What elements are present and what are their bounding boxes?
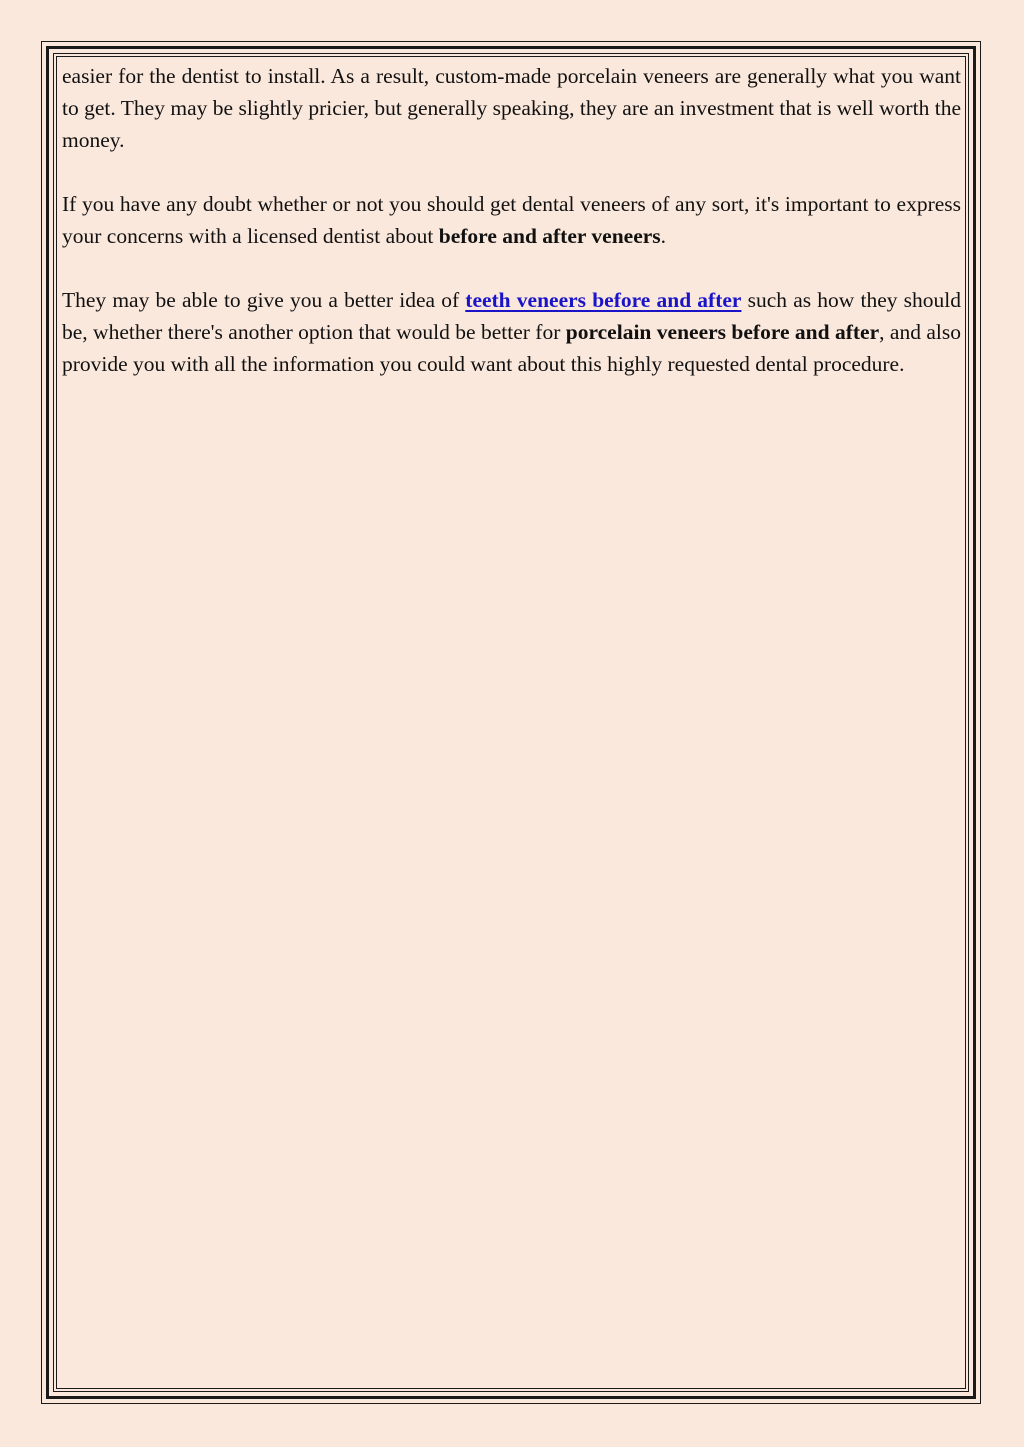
paragraph-3-text-after: , and also provide you with all the information you could want about this highly requested dental procedure. — [62, 320, 961, 376]
paragraph-3 — [62, 284, 961, 380]
keyword-porcelain-veneers-before-and-after: porcelain veneers before and after — [565, 320, 880, 344]
paragraph-2 — [62, 188, 961, 252]
paragraph-2-text-before: If you have any doubt whether or not you should get dental veneers of any sort, it's important to express your concerns with a licensed dentist about — [62, 192, 961, 248]
paragraph-3-text-before: They may be able to give you a better idea of — [62, 288, 466, 312]
document-body — [62, 60, 961, 412]
link-teeth-veneers-before-and-after[interactable]: teeth veneers before and after — [465, 288, 742, 312]
keyword-before-and-after-veneers: before and after veneers — [438, 224, 661, 248]
paragraph-1-text: easier for the dentist to install. As a result, custom-made porcelain veneers are generally what you want to get. They may be slightly pricier, but generally speaking, they are an investment that is well worth the money. — [62, 64, 961, 152]
paragraph-3-text-middle: such as how they should be, whether there's another option that would be better for — [62, 288, 961, 344]
paragraph-2-text-after: . — [660, 224, 667, 248]
paragraph-1 — [62, 60, 961, 156]
